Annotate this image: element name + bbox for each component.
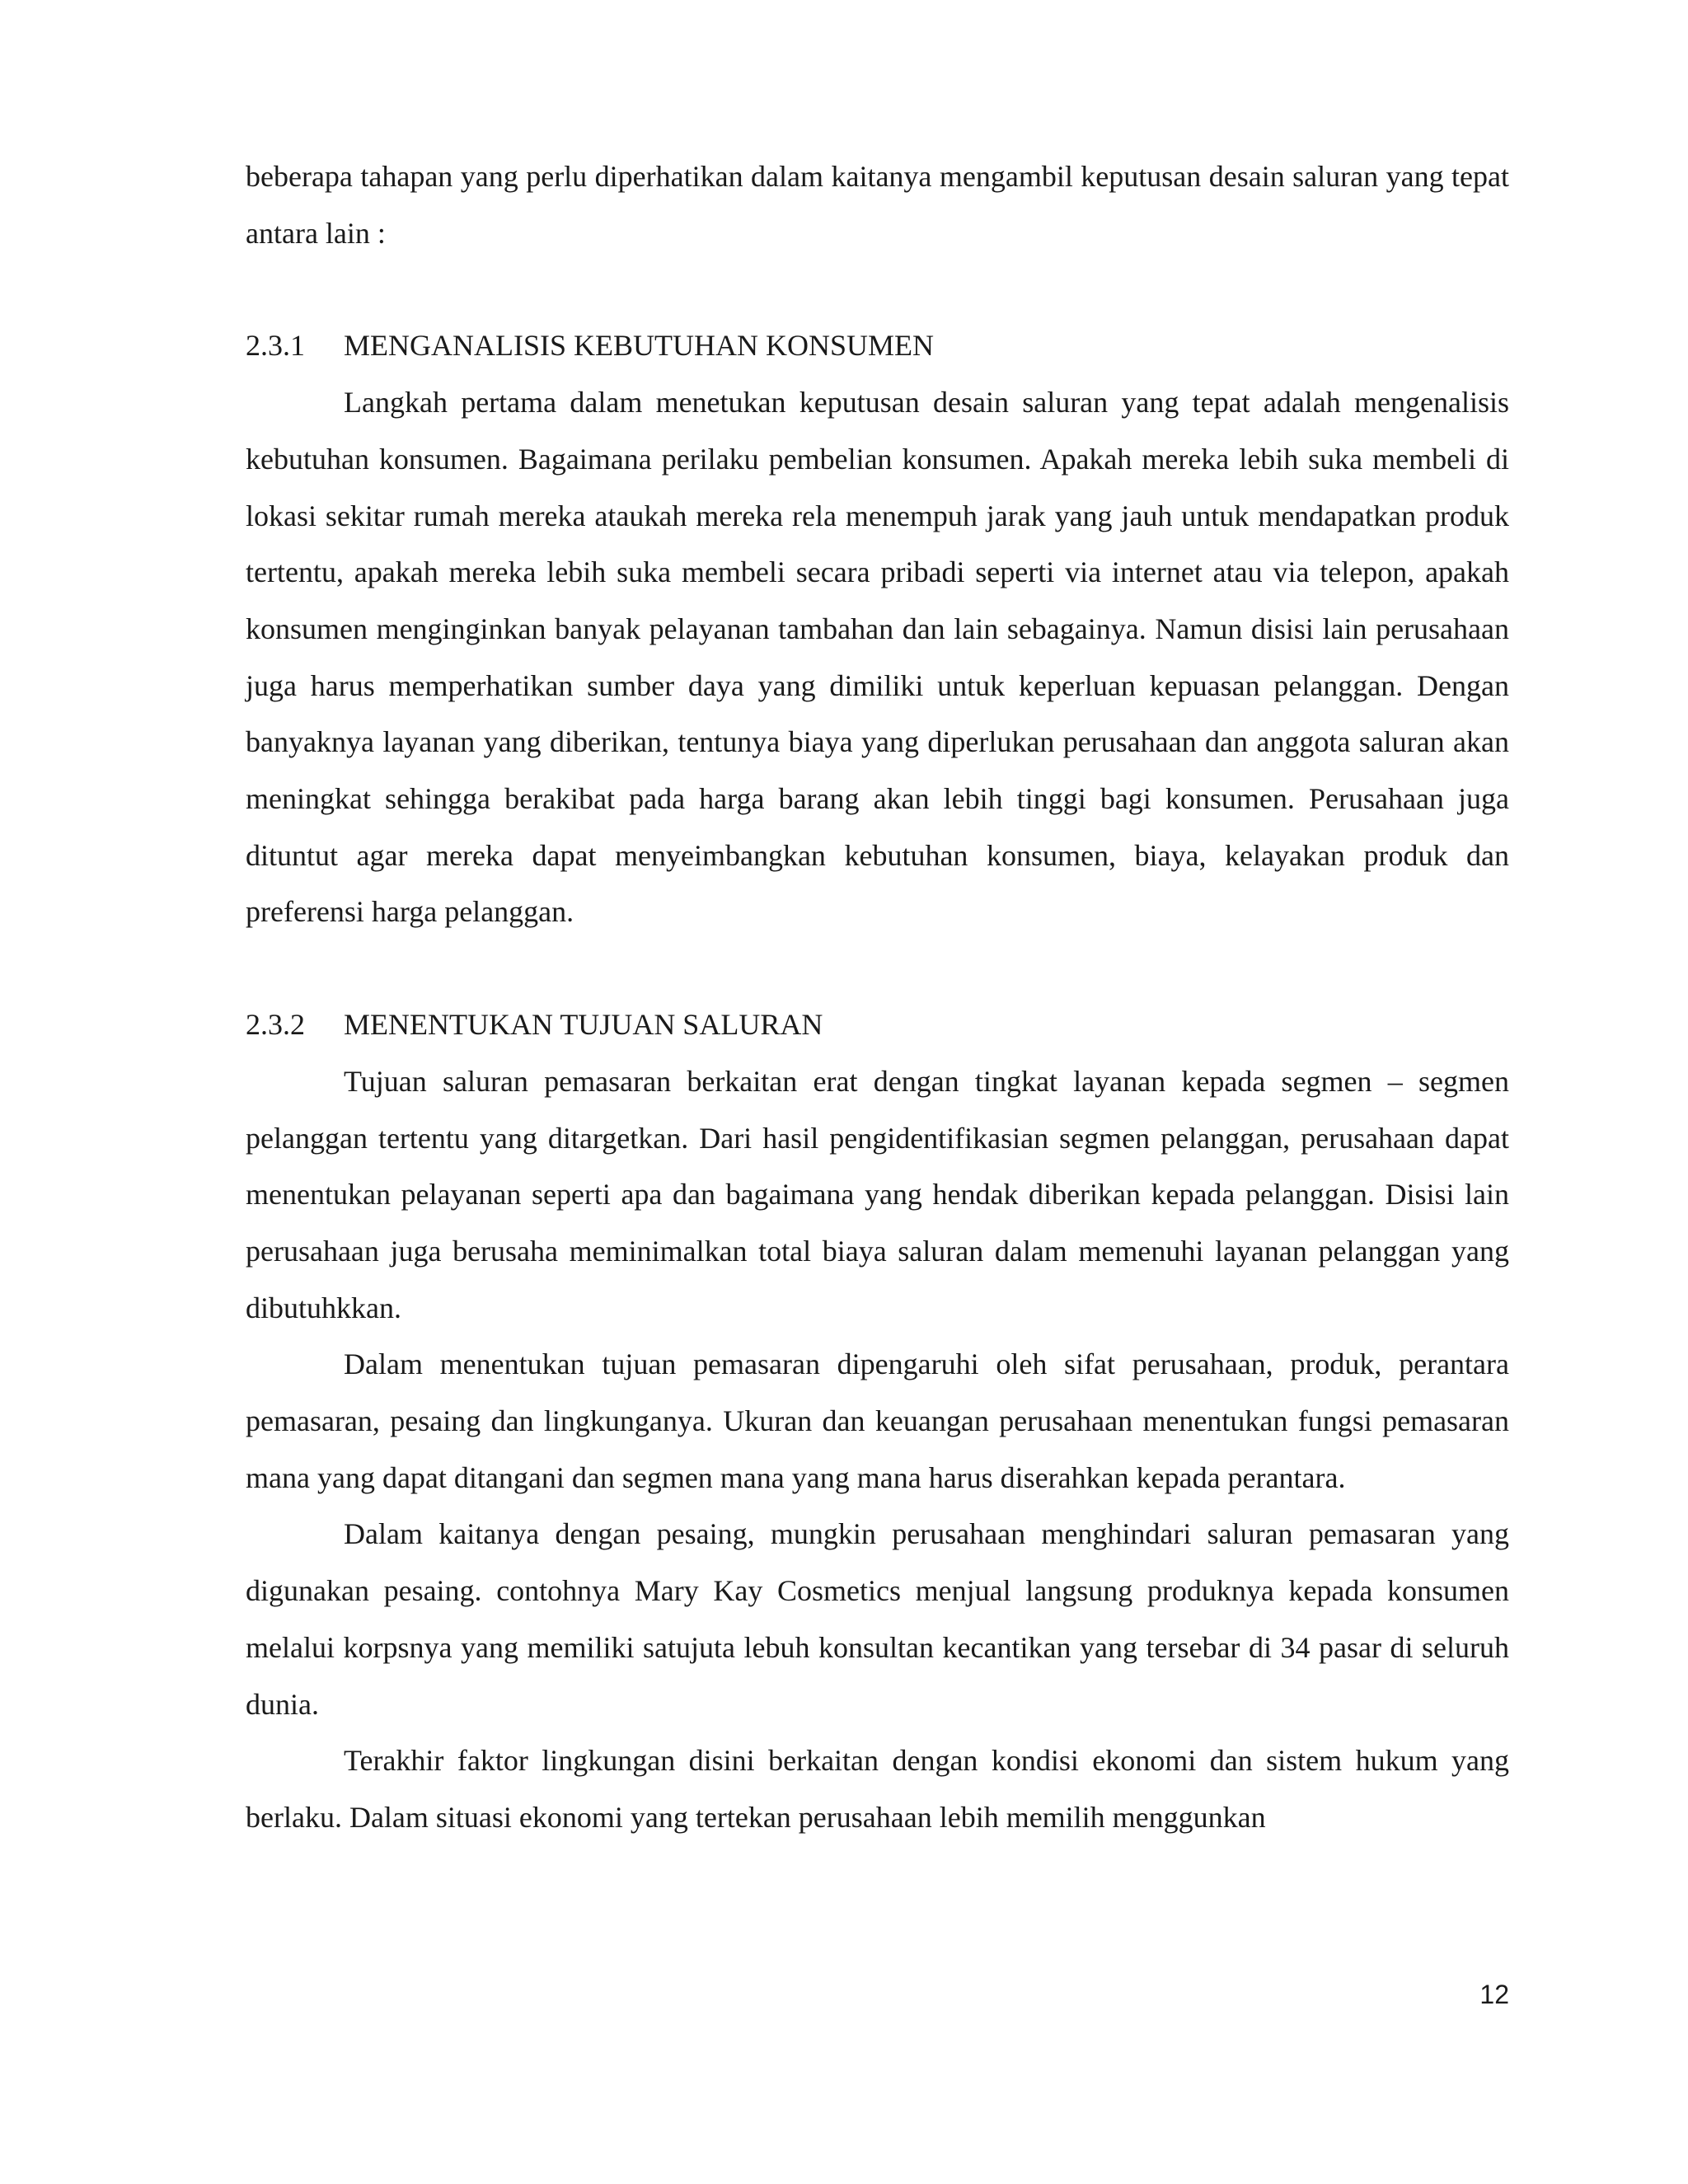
document-body — [246, 148, 1509, 1846]
section-number: 2.3.1 — [246, 329, 305, 363]
section-heading-2-3-2 — [246, 996, 1509, 1053]
body-paragraph: Dalam menentukan tujuan pemasaran dipengaruhi oleh sifat perusahaan, produk, perantara pemasaran, pesaing dan lingkunganya. Ukuran dan keuangan perusahaan menentukan fungsi pemasaran mana yang dapat ditangani dan segmen mana yang mana harus diserahkan kepada perantara. — [246, 1347, 1509, 1494]
body-paragraph: Terakhir faktor lingkungan disini berkaitan dengan kondisi ekonomi dan sistem hukum yang berlaku. Dalam situasi ekonomi yang tertekan perusahaan lebih memilih menggunkan — [246, 1744, 1509, 1834]
section-title: MENGANALISIS KEBUTUHAN KONSUMEN — [344, 329, 934, 363]
spacer — [246, 940, 1509, 996]
body-paragraph: Dalam kaitanya dengan pesaing, mungkin perusahaan menghindari saluran pemasaran yang digunakan pesaing. contohnya Mary Kay Cosmetics menjual langsung produknya kepada konsumen melalui korpsnya yang memiliki satujuta lebuh konsultan kecantikan yang tersebar di 34 pasar di seluruh dunia. — [246, 1517, 1509, 1721]
section-number: 2.3.2 — [246, 1008, 305, 1042]
body-paragraph: Tujuan saluran pemasaran berkaitan erat dengan tingkat layanan kepada segmen – segmen pelanggan tertentu yang ditargetkan. Dari hasil pengidentifikasian segmen pelanggan, perusahaan dapat menentukan pelayanan seperti apa dan bagaimana yang hendak diberikan kepada pelanggan. Disisi lain perusahaan juga berusaha meminimalkan total biaya saluran dalam memenuhi layanan pelanggan yang dibutuhkkan. — [246, 1064, 1509, 1324]
intro-paragraph: beberapa tahapan yang perlu diperhatikan dalam kaitanya mengambil keputusan desain saluran yang tepat antara lain : — [246, 160, 1509, 250]
spacer — [246, 261, 1509, 317]
body-paragraph: Langkah pertama dalam menetukan keputusan desain saluran yang tepat adalah mengenalisis kebutuhan konsumen. Bagaimana perilaku pembelian konsumen. Apakah mereka lebih suka membeli di lokasi sekitar rumah mereka ataukah mereka rela menempuh jarak yang jauh untuk mendapatkan produk tertentu, apakah mereka lebih suka membeli secara pribadi seperti via internet atau via telepon, apakah konsumen menginginkan banyak pelayanan tambahan dan lain sebagainya. Namun disisi lain perusahaan juga harus memperhatikan sumber daya yang dimiliki untuk keperluan kepuasan pelanggan. Dengan banyaknya layanan yang diberikan, tentunya biaya yang diperlukan perusahaan dan anggota saluran akan meningkat sehingga berakibat pada harga barang akan lebih tinggi bagi konsumen. Perusahaan juga dituntut agar mereka dapat menyeimbangkan kebutuhan konsumen, biaya, kelayakan produk dan preferensi harga pelanggan. — [246, 386, 1509, 929]
section-title: MENENTUKAN TUJUAN SALURAN — [344, 1008, 823, 1042]
section-heading-2-3-1 — [246, 317, 1509, 374]
page-number: 12 — [1479, 1980, 1509, 2009]
